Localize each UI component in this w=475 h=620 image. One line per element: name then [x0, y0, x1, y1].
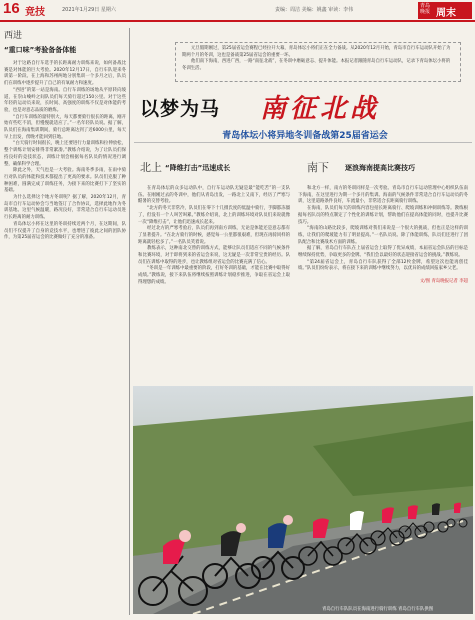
paragraph: 在海南，队员们每天的训练内容包括长距离骑行、爬坡训练和冲刺训练等。教练根据每名队员的特点制定了个性化的训练计划，帮助他们在提高体能的同时，也提升比赛技巧。	[298, 206, 468, 225]
paragraph: “第24届省运会上，青岛自行车队获得了全部12枚金牌，希望这次也能再创佳绩。”队员们纷纷表示，将在接下来的训练中继续努力，以优异的成绩回报家乡父老。	[298, 259, 468, 272]
paragraph: 和北方一样，南方的冬训同样是一次考验。青岛市自行车运动管理中心组织队伍南下海南，在这里进行为期一个多月的集训。海南的气候条件非常适合自行车运动员的冬训，这里道路条件良好，车流量小，非常适合长距离骑行训练。	[298, 186, 468, 205]
left-column-title: “重口味”考验备备体能	[4, 46, 77, 54]
photo-caption: 青岛自行车队队员在海南进行骑行训练 青岛自行车队供图	[322, 607, 434, 612]
left-column	[4, 28, 126, 242]
paragraph: “海南的山路比较多，爬坡训练对我们来说是一个很大的挑战，但也正是这样的训练，让我们的爬坡能力有了明显提高。”一名队员说。除了体能训练，队员们还进行了团队配合和比赛战术方面的训练。	[298, 226, 468, 245]
left-column-label: 西进	[4, 31, 23, 41]
paragraph: 经过北方的严寒考验后，队员们再到南方训练，无论是体能还是意志都有了显著提升。“在北方骑行的时候，感觉每一公里都很艰难，但现在再骑同样的距离就轻松多了。”一名队员笑着说。	[138, 226, 290, 245]
headline-part-1: 以梦为马	[140, 98, 221, 120]
paragraph: “西进”的第一站是海南。自行车训练的场地从平原转向坡道，在崇山峻岭之间队员们每天骑行超过150公里。对于这些年轻的运动员来说，长时间、高强度的训练不仅是对体能的考验，也是对意志品质的磨炼。	[4, 87, 126, 113]
brand-title: 周末	[436, 8, 456, 19]
issue-date: 2021年1月29日 星期六	[62, 7, 116, 13]
paragraph: 据了解，青岛自行车队在上届省运会上取得了优异成绩，本届省运会队伍的目标是继续保持优势，争取更多的金牌。“我们会以最好的状态迎接省运会的挑战。”教练说。	[298, 246, 468, 259]
paragraph: “北方的冬天非常冷，队员们在零下十几摄氏度的低温中骑行，手脚都冻僵了，但没有一个人叫苦叫累。”教练介绍说，北上的训练环境对队员们来说就像一次“降维打击”，让他们迅速成长起来。	[138, 206, 290, 225]
south-title: 逐浪海南提高比赛技巧	[345, 164, 415, 172]
north-body	[138, 186, 290, 287]
south-label: 南下	[307, 161, 329, 174]
lead-box	[175, 42, 461, 82]
section-name: 竞技	[25, 7, 45, 18]
paragraph: “白天骑行时间很长，晚上还要进行力量训练和拉伸放松，整个训练计划安排得非常紧凑。”教练介绍说，为了让队员们保持良好的竞技状态，训练计划会根据每名队员的情况进行调整，确保科学合理。	[4, 141, 126, 167]
paragraph: 在青岛体坛的众多运动队中，自行车运动队无疑是最“能吃苦”的一支队伍。在刚刚过去的冬训中，他们从青岛出发，一路北上又南下，经历了严寒与酷暑的交替考验。	[138, 186, 290, 205]
cyclists-photo	[133, 386, 473, 614]
article-credit: 文/图 青岛晚报记者 李超	[419, 279, 468, 285]
headline-part-2: 南征北战	[260, 94, 381, 124]
south-body	[298, 186, 468, 286]
paragraph: 对于这路自行车选手的长距离耐力训练来说，如何备战比赛是对体能的巨大考验。2020年12月17日，自行车队迎来冬训第一阶段。在上海和苏州两地分别集训一个多月之后，队员们在训练中逐步提升了自己的有氧耐力和速度。	[4, 61, 126, 87]
brand-line-1: 青岛	[420, 3, 431, 9]
section-divider	[134, 142, 472, 143]
brand-logo	[418, 2, 472, 19]
subheadline: 青岛体坛小将异地冬训备战第25届省运会	[222, 131, 388, 141]
cyclists-illustration	[133, 386, 473, 614]
page-number: 16	[3, 0, 20, 17]
paragraph: 教练表示，这种南北交替的训练方式，能够让队员们适应不同的气候条件和比赛环境，对于即将到来的省运会来说，这无疑是一次非常宝贵的经历。队员们在训练中取得的进步，也让教练组对省运会的比赛充满了信心。	[138, 246, 290, 265]
column-divider	[129, 28, 130, 615]
lead-paragraph: 元旦假期刚过，第25届省运会赛程已经拉开大幕，青岛体坛小将们正在全力备战。从2020年12月开始，青岛市自行车运动队开始了为期两个月的冬训，这也是备战第25届省运会的重要一环。	[182, 46, 451, 58]
paragraph: 青岛体坛小将在这里的冬训持续近两个月，在这期间，队员们不仅提升了自身的竞技水平，也增进了彼此之间的团队协作，为第25届省运会的比赛做好了充分的准备。	[4, 221, 126, 241]
editor-credits: 责编：周洁 美编：姚鑫 审读：李伟	[275, 7, 354, 13]
north-label: 北上	[140, 161, 162, 174]
north-title: “降维打击”迅速成长	[165, 164, 231, 172]
lead-paragraph: 他们南下海南，西进广西，一路“南征北战”，在冬训中磨砺意志、提升体能。本报记者跟随青岛自行车运动队，记录下青岛体坛小将的冬训生活。	[182, 59, 451, 71]
headline	[140, 88, 470, 128]
paragraph: “冬训是一年训练中最重要的阶段，打好冬训的基础，才能在比赛中取得好成绩。”教练说，接下来队伍将继续按照训练计划稳步推进，争取在省运会上取得理想的成绩。	[138, 266, 290, 285]
paragraph: “自行车训练的量特别大，每天都要骑行很长的距离，刚开始有些吃不消，但慢慢就适应了。”一名年轻队员说。据了解，队员们在海南集训期间，骑行总距离达到了近6000公里，每天早上出发，傍晚才能回到驻地。	[4, 114, 126, 140]
left-column-body	[4, 61, 126, 242]
paragraph: 除此之外，天气也是一大考验。海南冬季多雨，在雨中骑行对队员的体能和技术都提出了更高的要求。队员们克服了种种困难，圆满完成了训练任务，为接下来的比赛打下了坚实的基础。	[4, 168, 126, 194]
paragraph: 为什么选择这个地方冬训呢？据了解，2020年12月，青岛市自行车运动协会与当地签订了合作协议，选择此地作为冬训基地。这里气候温暖，路况良好，非常适合自行车运动员进行长距离的耐力训练。	[4, 195, 126, 221]
brand-line-2: 晚报	[420, 9, 431, 15]
